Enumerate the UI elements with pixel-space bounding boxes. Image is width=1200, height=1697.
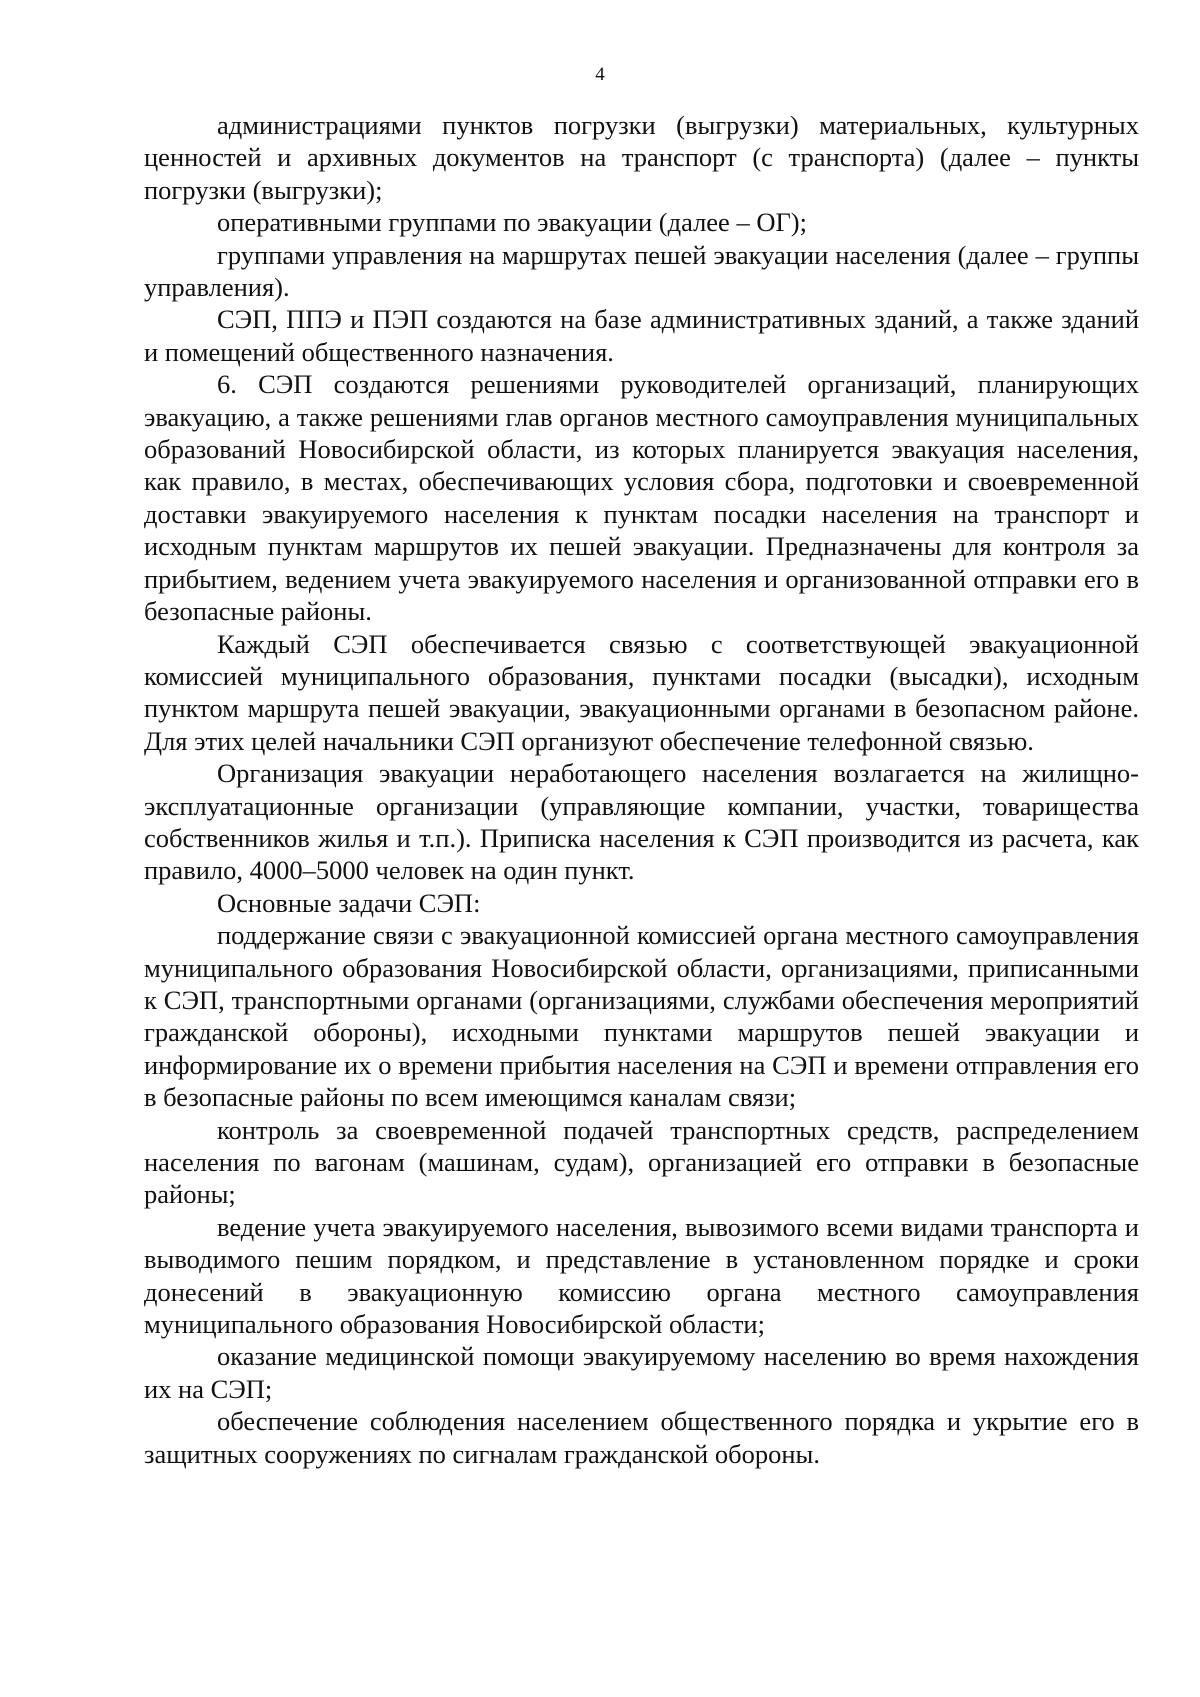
paragraph-section-6: 6. СЭП создаются решениями руководителей организаций, планирующих эвакуацию, а также решениями глав органов местного самоуправления муниципальных образований Новосибирской области, из которых планируется эвакуация населения, как правило, в местах, обеспечивающих условия сбора, подготовки и своевременной доставки эвакуируемого населения к пунктам посадки населения на транспорт и исходным пунктам маршрутов их пешей эвакуации. Предназначены для контроля за прибытием, ведением учета эвакуируемого населения и организованной отправки его в безопасные районы.: [144, 369, 1139, 627]
paragraph-operative-groups: оперативными группами по эвакуации (далее – ОГ);: [217, 207, 807, 238]
paragraph-communication: Каждый СЭП обеспечивается связью с соответствующей эвакуационной комиссией муниципального образования, пунктами посадки (высадки), исходным пунктом маршрута пешей эвакуации, эвакуационными органами в безопасном районе. Для этих целей начальники СЭП организуют обеспечение телефонной связью.: [144, 628, 1139, 756]
paragraph-task-accounting: ведение учета эвакуируемого населения, вывозимого всеми видами транспорта и выводимого пешим порядком, и представление в установленном порядке и сроки донесений в эвакуационную комиссию органа местного самоуправления муниципального образования Новосибирской области;: [144, 1211, 1139, 1340]
paragraph-buildings: СЭП, ППЭ и ПЭП создаются на базе административных зданий, а также зданий и помещений общественного назначения.: [144, 304, 1139, 367]
paragraph-task-medical: оказание медицинской помощи эвакуируемому населению во время нахождения их на СЭП;: [144, 1341, 1139, 1404]
page-number: 4: [595, 64, 605, 85]
paragraph-management-groups: группами управления на маршрутах пешей эвакуации населения (далее – группы управления).: [144, 239, 1139, 303]
paragraph-task-transport-control: контроль за своевременной подачей транспортных средств, распределением населения по вагонам (машинам, судам), организацией его отправки в безопасные районы;: [144, 1114, 1139, 1210]
paragraph-unemployed-population: Организация эвакуации неработающего населения возлагается на жилищно-эксплуатационные организации (управляющие компании, участки, товарищества собственников жилья и т.п.). Приписка населения к СЭП производится из расчета, как правило, 4000–5000 человек на один пункт.: [144, 758, 1139, 886]
paragraph-main-tasks-heading: Основные задачи СЭП:: [217, 887, 481, 918]
document-body: [144, 109, 1139, 1470]
paragraph-task-public-order: обеспечение соблюдения населением общественного порядка и укрытие его в защитных сооружениях по сигналам гражданской обороны.: [144, 1406, 1139, 1469]
paragraph-loading-points: администрациями пунктов погрузки (выгрузки) материальных, культурных ценностей и архивных документов на транспорт (с транспорта) (далее – пункты погрузки (выгрузки);: [144, 110, 1139, 205]
paragraph-task-communication: поддержание связи с эвакуационной комиссией органа местного самоуправления муниципального образования Новосибирской области, организациями, приписанными к СЭП, транспортными органами (организациями, службами обеспечения мероприятий гражданской обороны), исходными пунктами маршрутов пешей эвакуации и информирование их о времени прибытия населения на СЭП и времени отправления его в безопасные районы по всем имеющимся каналам связи;: [144, 920, 1139, 1113]
